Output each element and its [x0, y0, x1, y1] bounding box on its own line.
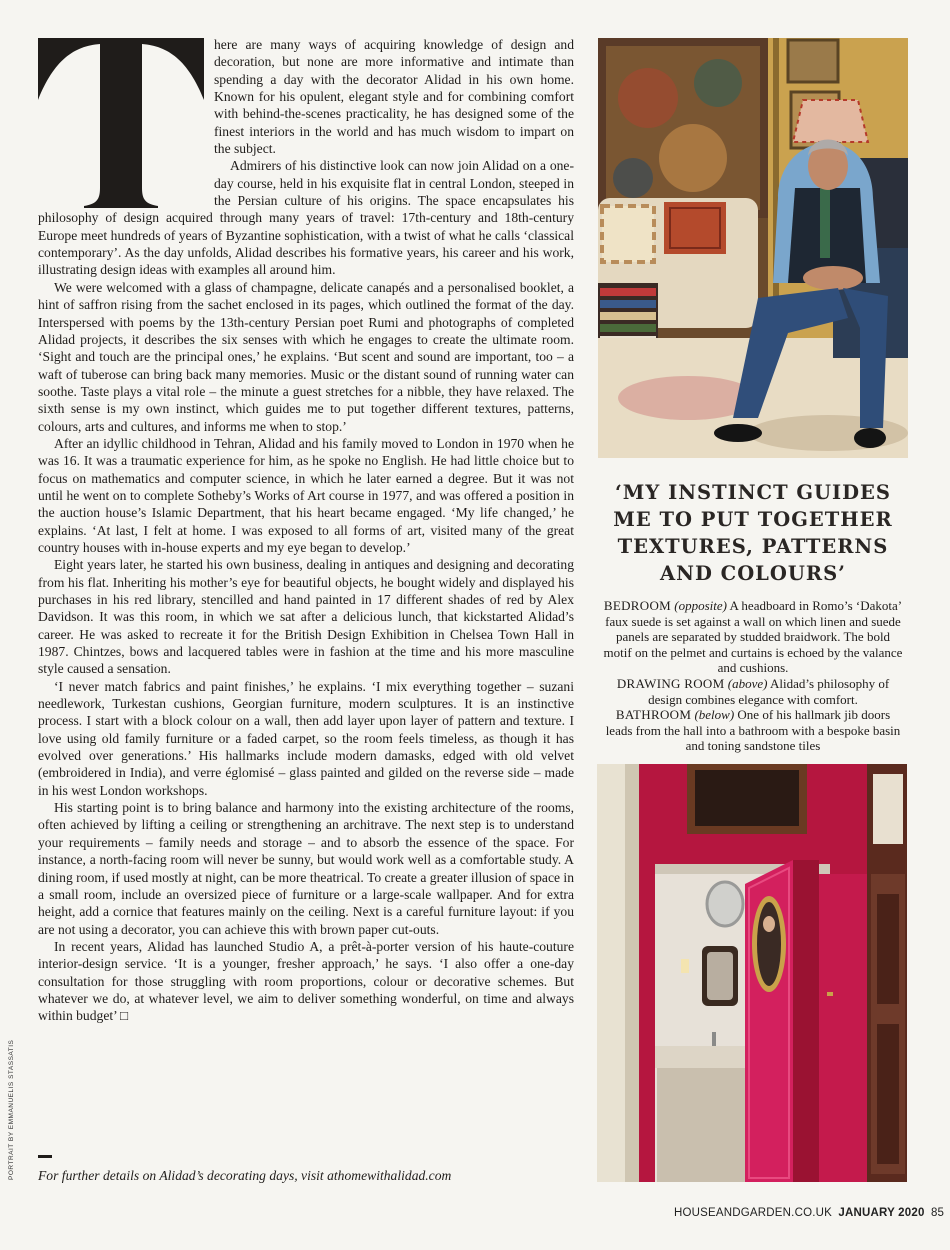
caption-label: BATHROOM: [615, 707, 692, 723]
drawing-room-portrait-photo: [598, 38, 908, 458]
photo-credit: PORTRAIT BY EMMANUELIS STASSATIS: [8, 1039, 15, 1180]
drop-cap-letter-t: [38, 38, 204, 208]
caption-bathroom: [603, 707, 903, 754]
photo-captions: [603, 598, 903, 754]
paragraph-7: His starting point is to bring balance and harmony into the existing architecture of the rooms, often achieved by lifting a ceiling or strengthening an architrave. The next step is to understand your requirements – family needs and storage – and to absorb the essence of the space. For instance, a north-facing room will never be sunny, but would work well as a comfortable study. A dining room, if used mostly at night, can be more theatrical. To create a greater illusion of space in a small room, include an oversized piece of furniture or a large-scale wallpaper. And for extra height, add a cornice that features mainly on the ceiling. Next is a careful furniture layout: if you are not using a decorator, you can achieve this with brown paper cut-outs.: [38, 800, 574, 937]
end-rule: [38, 1155, 52, 1158]
pull-quote: ‘MY INSTINCT GUIDES ME TO PUT TOGETHER TEXTURES, PATTERNS AND COLOURS’: [613, 481, 893, 585]
caption-label: BEDROOM: [603, 598, 671, 613]
caption-ref: (above): [727, 675, 768, 691]
paragraph-1: here are many ways of acquiring knowledge of design and decoration, but none are more informative and intimate than spending a day with the decorator Alidad in his own home. Known for his opulent, elegant style and for combining comfort with behind-the-scenes practicality, he has designed some of the finest interiors in the world and has much wisdom to impart on the subject.: [214, 37, 574, 157]
footer-site: HOUSEANDGARDEN.CO.UK: [674, 1207, 832, 1219]
paragraph-6: ‘I never match fabrics and paint finishes,’ he explains. ‘I mix everything together – suzani needlework, Turkestan cushions, Georgian furniture, modern sculptures. It is an instinctive process. I start with a block colour on a wall, then add layer upon layer of pattern and texture. I love using old family furniture or a faded carpet, so the room feels timeless, as though it has evolved over generations.’ His hallmarks include modern damasks, edged with old velvet (embroidered in India), and verre églomisé – glass painted and gilded on the reverse side – made in his west London workshops.: [38, 678, 574, 798]
page-number: 85: [930, 1207, 945, 1219]
paragraph-8: In recent years, Alidad has launched Studio A, a prêt-à-porter version of his haute-couture interior-design service. ‘It is a younger, fresher approach,’ he says. ‘I also offer a one-day consultation for those struggling with room proportions, colour or decorative schemes. But whatever we do, at whatever level, we aim to deliver something wonderful, on time and always within budget’ □: [38, 938, 574, 1024]
caption-drawing-room: [603, 676, 903, 707]
caption-ref: (opposite): [674, 598, 727, 613]
caption-bedroom: [603, 598, 903, 676]
article-body: [38, 36, 574, 1025]
caption-label: DRAWING ROOM: [616, 675, 725, 691]
drop-cap: [38, 38, 204, 208]
paragraph-2: Admirers of his distinctive look can now join Alidad on a one-day course, held in his exquisite flat in central London, steeped in the Persian culture of his origins. The space encapsulates his philosophy of design acquired through many years of travel: 17th-century and 18th-century Europe meet hundreds of years of Byzantine sophistication, with a twist of what he calls ‘classical contemporary’. As the day unfolds, Alidad describes his formative years, his career and his work, illustrating design ideas with examples all around him.: [38, 158, 574, 278]
paragraph-5: Eight years later, he started his own business, dealing in antiques and designing and decorating from his flat. Inheriting his mother’s eye for beautiful objects, he bought widely and displayed his purchases in his red library, stencilled and hand painted in 17 different shades of red by Alex Davidson. It was this room, in which we sat after a delicious lunch, that kickstarted Alidad’s career. He was asked to recreate it for the British Design Exhibition in Chelsea Town Hall in 1987. Chintzes, bows and lacquered tables were in fashion at the time and his more masculine style caused a sensation.: [38, 557, 574, 677]
caption-text: One of his hallmark jib doors leads from the hall into a bathroom with a bespoke basin and toning sandstone tiles: [605, 707, 901, 754]
further-details: For further details on Alidad’s decorating days, visit athomewithalidad.com: [38, 1168, 452, 1183]
bathroom-door-photo: [597, 764, 907, 1182]
footer-month: JANUARY 2020: [838, 1207, 925, 1219]
paragraph-3: We were welcomed with a glass of champagne, delicate canapés and a personalised booklet, a hint of saffron rising from the sachet enclosed in its pages, which outlined the format of the day. Interspersed with poems by the 13th-century Persian poet Rumi and photographs of completed Alidad projects, it describes the six senses with which he engages to create the ultimate room. ‘Sight and touch are the principal ones,’ he explains. ‘But scent and sound are important, too – a waft of tuberose can bring back many memories. Music or the distant sound of running water can soothe. Taste plays a vital role – the minute a guest stretches for a nibble, they have relaxed. The sixth sense is my own instinct, which guides me to put together different textures, patterns, colours, arts and cultures, and informs me when to stop.’: [38, 279, 574, 434]
caption-ref: (below): [694, 707, 735, 723]
caption-text: A headboard in Romo’s ‘Dakota’ faux suede is set against a wall on which linen and suede panels are separated by studded braidwork. The bold motif on the pelmet and curtains is echoed by the valance and cushions.: [603, 598, 903, 676]
page-footer: [674, 1207, 945, 1219]
caption-text: Alidad’s philosophy of design combines elegance with comfort.: [648, 675, 890, 707]
paragraph-4: After an idyllic childhood in Tehran, Alidad and his family moved to London in 1970 when he was 16. It was a traumatic experience for him, as he spoke no English. He had little choice but to focus on mathematics and computer science, in which he later earned a degree. But it was not until he went on to complete Sotheby’s Works of Art course in 1977, and was offered a position in the auction house’s Islamic Department, that his heart became engaged. ‘My life changed,’ he explains. ‘At last, I felt at home. I was exposed to all forms of art, visited many of the great country houses with in-house experts and my eye began to develop.’: [38, 435, 574, 555]
